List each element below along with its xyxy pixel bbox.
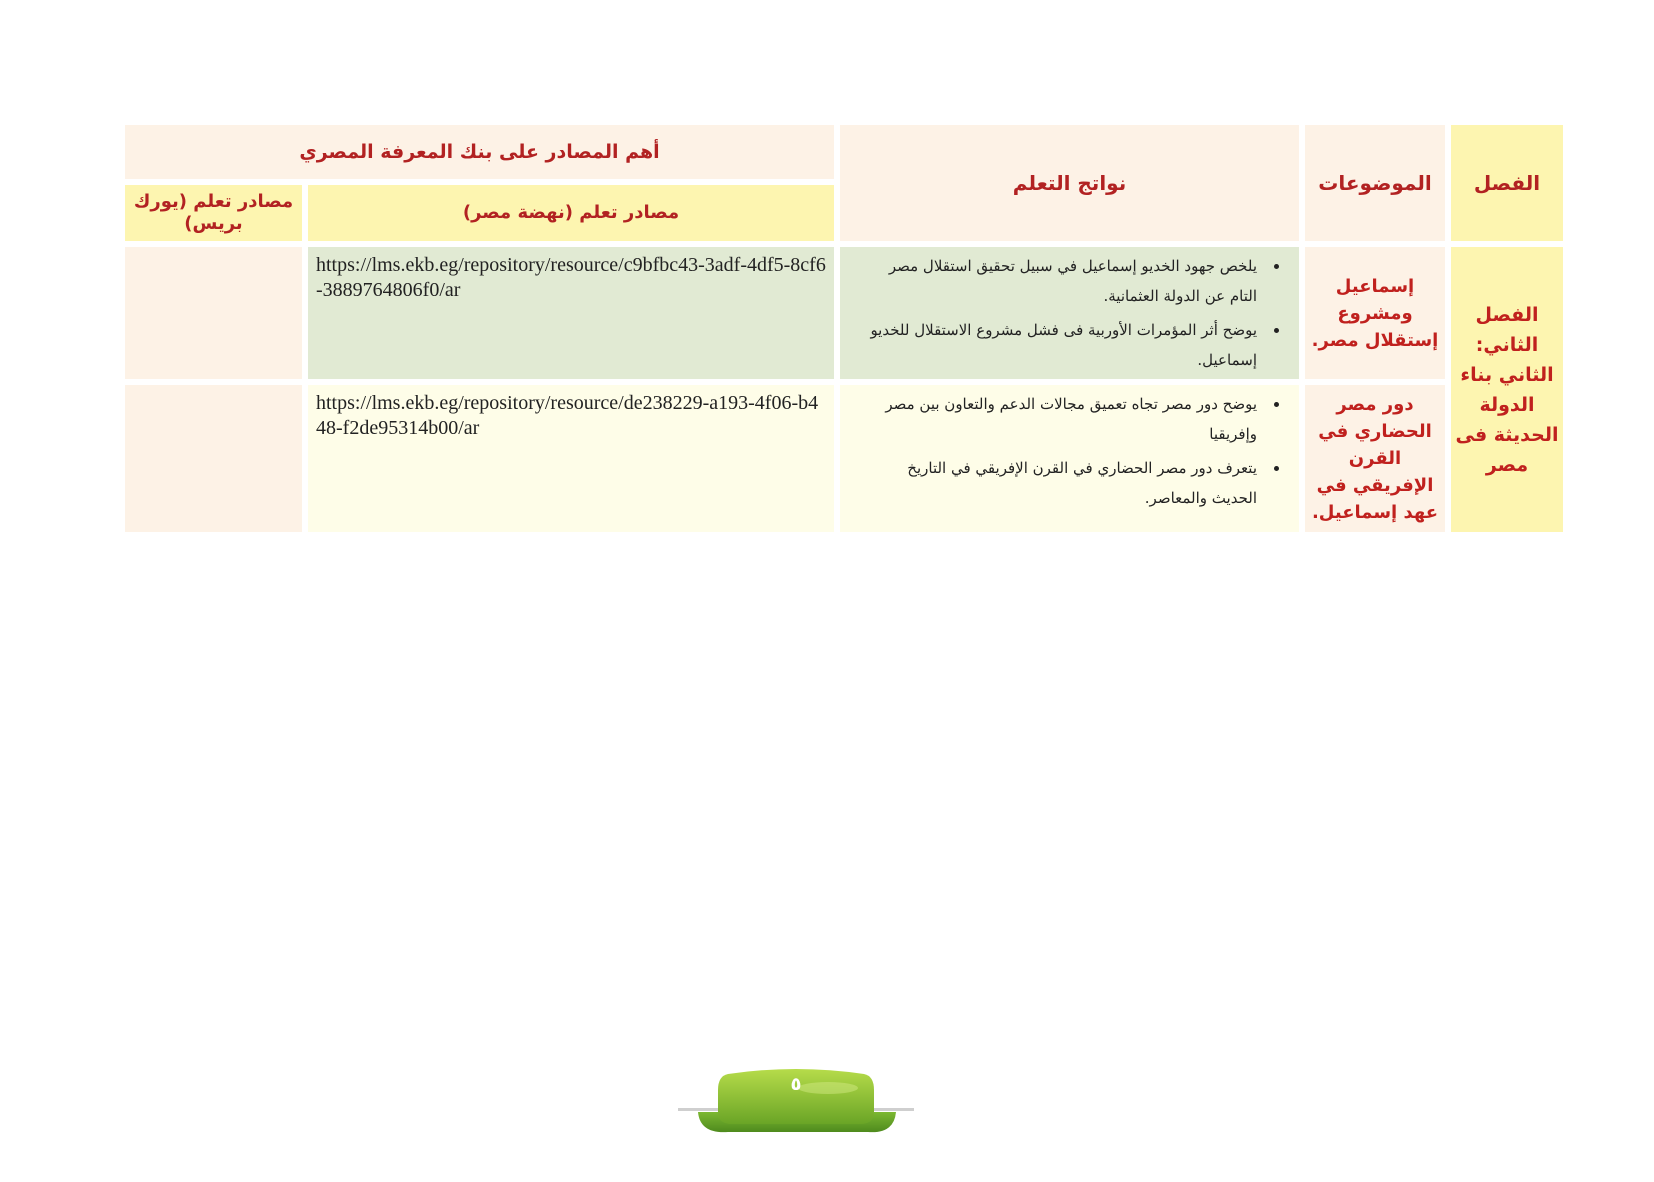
outcome-item: • يوضح دور مصر تجاه تعميق مجالات الدعم والتعاون بين مصر وإفريقيا: [870, 389, 1263, 449]
outcomes-cell: [837, 244, 1302, 382]
outcome-item: • يلخص جهود الخديو إسماعيل في سبيل تحقيق استقلال مصر التام عن الدولة العثمانية.: [870, 251, 1263, 311]
outcomes-cell: [837, 382, 1302, 535]
page-number: ٥: [790, 1074, 802, 1095]
curriculum-table: [122, 122, 1566, 535]
topic-cell: دور مصر الحضاري في القرن الإفريقي في عهد إسماعيل.: [1302, 382, 1448, 535]
source-nahda-header: مصادر تعلم (نهضة مصر): [305, 182, 837, 244]
topic-cell: إسماعيل ومشروع إستقلال مصر.: [1302, 244, 1448, 382]
nahda-source-link[interactable]: https://lms.ekb.eg/repository/resource/de238229-a193-4f06-b448-f2de95314b00/ar: [305, 382, 837, 535]
york-source-cell: [122, 244, 305, 382]
chapter-title-cell: الفصل الثاني: الثاني بناء الدولة الحديثة فى مصر: [1448, 244, 1566, 535]
topics-header: الموضوعات: [1302, 122, 1448, 244]
nahda-source-link[interactable]: https://lms.ekb.eg/repository/resource/c9bfbc43-3adf-4df5-8cf6-3889764806f0/ar: [305, 244, 837, 382]
outcome-item: • يتعرف دور مصر الحضاري في القرن الإفريقي في التاريخ الحديث والمعاصر.: [870, 453, 1263, 513]
page-number-badge: [678, 1068, 914, 1134]
table-row: [122, 382, 1566, 535]
source-york-header: مصادر تعلم (يورك بريس): [122, 182, 305, 244]
york-source-cell: [122, 382, 305, 535]
table-row: [122, 244, 1566, 382]
sources-group-header: أهم المصادر على بنك المعرفة المصري: [122, 122, 837, 182]
outcomes-list: [870, 389, 1263, 513]
outcome-item: • يوضح أثر المؤمرات الأوربية فى فشل مشروع الاستقلال للخديو إسماعيل.: [870, 315, 1263, 375]
outcomes-list: [870, 251, 1263, 375]
outcomes-header: نواتج التعلم: [837, 122, 1302, 244]
chapter-header: الفصل: [1448, 122, 1566, 244]
